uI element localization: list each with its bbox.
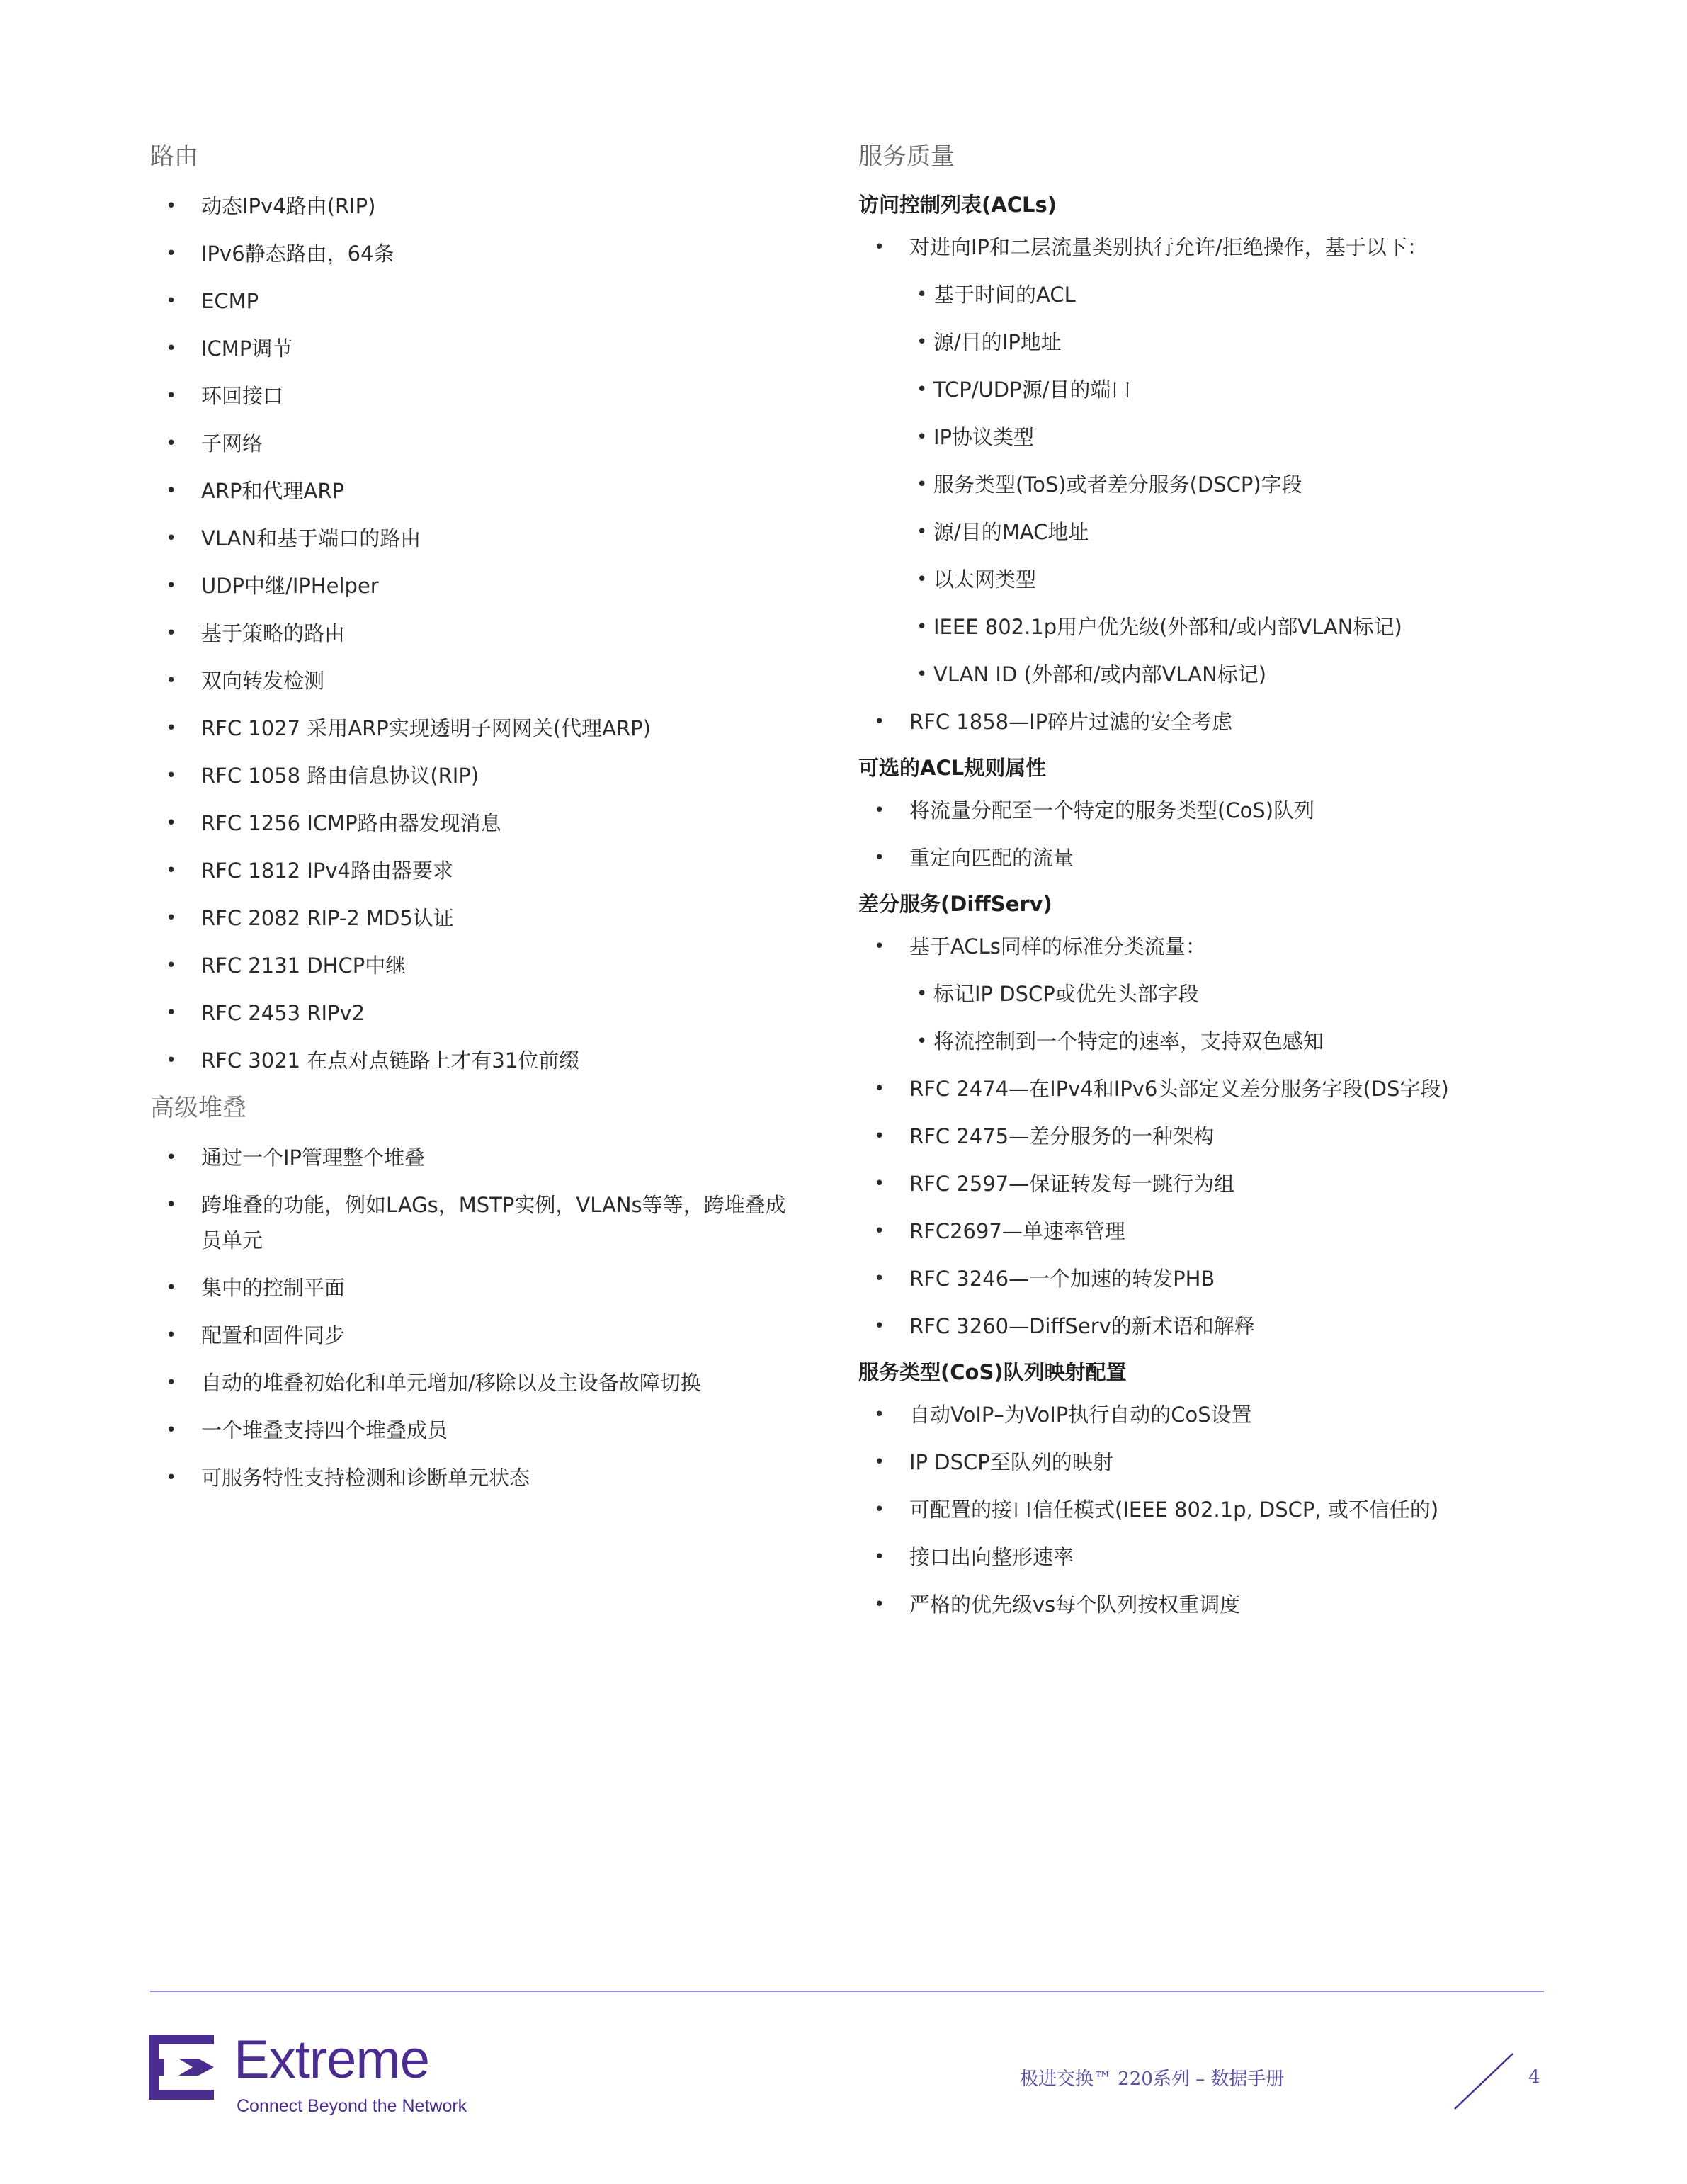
- sub-list-item: • 以太网类型: [858, 562, 1552, 597]
- acl-attrs-title: 可选的ACL规则属性: [858, 756, 1047, 780]
- list-item: • RFC 2082 RIP-2 MD5认证: [150, 900, 788, 936]
- bullet-icon: •: [166, 1050, 177, 1071]
- sub-list-item: • 将流控制到一个特定的速率，支持双色感知: [858, 1024, 1552, 1059]
- bullet-icon: •: [874, 1078, 885, 1099]
- bullet-icon: •: [874, 1404, 885, 1425]
- acl-list-2: [858, 704, 1552, 740]
- list-item: • RFC 3021 在点对点链路上才有31位前缀: [150, 1043, 788, 1078]
- diffserv-list: [858, 929, 1552, 964]
- list-item: • 将流量分配至一个特定的服务类型(CoS)队列: [858, 793, 1552, 828]
- sub-list-item: • 基于时间的ACL: [858, 277, 1552, 312]
- list-item: • 子网络: [150, 426, 788, 461]
- bullet-icon: •: [166, 243, 177, 264]
- list-item: • RFC2697—单速率管理: [858, 1213, 1552, 1249]
- acl-attrs-list: [858, 793, 1552, 876]
- bullet-icon: •: [166, 575, 177, 596]
- list-item: • UDP中继/IPHelper: [150, 568, 788, 604]
- sub-list-item: • TCP/UDP源/目的端口: [858, 372, 1552, 407]
- bullet-icon: •: [874, 800, 885, 821]
- bullet-icon: •: [166, 196, 177, 217]
- bullet-icon: •: [166, 433, 177, 454]
- bullet-icon: •: [916, 664, 928, 685]
- bullet-icon: •: [874, 711, 885, 732]
- bullet-icon: •: [166, 1194, 177, 1216]
- diffserv-sub-list: [858, 976, 1552, 1059]
- bullet-icon: •: [874, 1546, 885, 1568]
- bullet-icon: •: [916, 569, 928, 590]
- list-item: • RFC 1058 路由信息协议(RIP): [150, 758, 788, 793]
- right-column: [858, 139, 1552, 1634]
- list-item: • RFC 1027 采用ARP实现透明子网网关(代理ARP): [150, 711, 788, 746]
- bullet-icon: •: [166, 1372, 177, 1393]
- bullet-icon: •: [916, 332, 928, 353]
- bullet-icon: •: [874, 1126, 885, 1147]
- list-item: • RFC 2453 RIPv2: [150, 995, 788, 1031]
- bullet-icon: •: [166, 1467, 177, 1488]
- sub-list-item: • VLAN ID (外部和/或内部VLAN标记): [858, 657, 1552, 692]
- logo-wordmark: Extreme: [234, 2030, 429, 2090]
- list-item: • RFC 2474—在IPv4和IPv6头部定义差分服务字段(DS字段): [858, 1071, 1552, 1107]
- bullet-icon: •: [166, 1147, 177, 1168]
- bullet-icon: •: [916, 284, 928, 305]
- logo-tagline: Connect Beyond the Network: [237, 2096, 467, 2116]
- bullet-icon: •: [874, 1221, 885, 1242]
- list-item: • ECMP: [150, 283, 788, 319]
- bullet-icon: •: [874, 1268, 885, 1289]
- sub-list-item: • 源/目的MAC地址: [858, 514, 1552, 550]
- acl-title: 访问控制列表(ACLs): [858, 193, 1057, 217]
- list-item: • 对进向IP和二层流量类别执行允许/拒绝操作，基于以下：: [858, 230, 1552, 265]
- sub-list-item: • 标记IP DSCP或优先头部字段: [858, 976, 1552, 1012]
- list-item: • 可服务特性支持检测和诊断单元状态: [150, 1460, 788, 1495]
- bullet-icon: •: [916, 521, 928, 543]
- list-item: • VLAN和基于端口的路由: [150, 521, 788, 556]
- bullet-icon: •: [166, 385, 177, 407]
- diffserv-title: 差分服务(DiffServ): [858, 892, 1052, 916]
- list-item: • 接口出向整形速率: [858, 1539, 1552, 1575]
- bullet-icon: •: [874, 1316, 885, 1337]
- list-item: • ICMP调节: [150, 331, 788, 366]
- footer-rule: [150, 1991, 1544, 1992]
- bullet-icon: •: [166, 623, 177, 644]
- slash-divider-icon: [1452, 2051, 1516, 2112]
- list-item: • 集中的控制平面: [150, 1270, 788, 1306]
- bullet-icon: •: [166, 528, 177, 549]
- bullet-icon: •: [166, 955, 177, 976]
- stacking-title: 高级堆叠: [150, 1094, 246, 1122]
- list-item: • 动态IPv4路由(RIP): [150, 188, 788, 224]
- bullet-icon: •: [166, 670, 177, 691]
- bullet-icon: •: [874, 1452, 885, 1473]
- bullet-icon: •: [166, 480, 177, 502]
- cos-title: 服务类型(CoS)队列映射配置: [858, 1360, 1127, 1384]
- bullet-icon: •: [166, 1002, 177, 1024]
- bullet-icon: •: [916, 379, 928, 400]
- bullet-icon: •: [874, 1499, 885, 1520]
- list-item: • 跨堆叠的功能，例如LAGs，MSTP实例，VLANs等等，跨堆叠成员单元: [150, 1187, 796, 1258]
- list-item: • ARP和代理ARP: [150, 473, 788, 509]
- bullet-icon: •: [166, 765, 177, 786]
- list-item: • 自动的堆叠初始化和单元增加/移除以及主设备故障切换: [150, 1365, 788, 1401]
- extreme-logo-icon: [149, 2035, 214, 2100]
- bullet-icon: •: [916, 1031, 928, 1052]
- list-item: • 一个堆叠支持四个堆叠成员: [150, 1413, 788, 1448]
- sub-list-item: • 源/目的IP地址: [858, 324, 1552, 360]
- list-item: • 基于ACLs同样的标准分类流量：: [858, 929, 1552, 964]
- bullet-icon: •: [874, 936, 885, 957]
- list-item: • IPv6静态路由，64条: [150, 236, 788, 271]
- bullet-icon: •: [166, 290, 177, 312]
- bullet-icon: •: [916, 426, 928, 448]
- list-item: • 基于策略的路由: [150, 616, 788, 651]
- list-item: • RFC 3260—DiffServ的新术语和解释: [858, 1308, 1552, 1344]
- routing-list: [150, 188, 788, 1078]
- left-column: [150, 139, 788, 1507]
- bullet-icon: •: [166, 718, 177, 739]
- sub-list-item: • 服务类型(ToS)或者差分服务(DSCP)字段: [858, 467, 1552, 502]
- list-item: • 通过一个IP管理整个堆叠: [150, 1140, 788, 1175]
- list-item: • RFC 1812 IPv4路由器要求: [150, 853, 788, 888]
- bullet-icon: •: [916, 474, 928, 495]
- bullet-icon: •: [916, 616, 928, 638]
- diffserv-rfc-list: [858, 1071, 1552, 1344]
- bullet-icon: •: [874, 847, 885, 868]
- list-item: • RFC 2475—差分服务的一种架构: [858, 1119, 1552, 1154]
- bullet-icon: •: [874, 1594, 885, 1615]
- list-item: • 配置和固件同步: [150, 1318, 788, 1353]
- list-item: • 环回接口: [150, 378, 788, 414]
- bullet-icon: •: [166, 813, 177, 834]
- list-item: • RFC 1858—IP碎片过滤的安全考虑: [858, 704, 1552, 740]
- stacking-list: [150, 1140, 788, 1495]
- bullet-icon: •: [166, 1325, 177, 1346]
- footer-doc-title: 极进交换™ 220系列 – 数据手册: [1020, 2069, 1285, 2090]
- list-item: • RFC 3246—一个加速的转发PHB: [858, 1261, 1552, 1296]
- bullet-icon: •: [166, 907, 177, 929]
- list-item: • 重定向匹配的流量: [858, 840, 1552, 876]
- acl-list: [858, 230, 1552, 265]
- bullet-icon: •: [916, 983, 928, 1005]
- list-item: • 严格的优先级vs每个队列按权重调度: [858, 1587, 1552, 1622]
- list-item: • RFC 1256 ICMP路由器发现消息: [150, 805, 788, 841]
- list-item: • 双向转发检测: [150, 663, 788, 698]
- list-item: • 可配置的接口信任模式(IEEE 802.1p, DSCP, 或不信任的): [858, 1492, 1552, 1527]
- routing-title: 路由: [150, 142, 198, 171]
- acl-sub-list: [858, 277, 1552, 692]
- list-item: • RFC 2131 DHCP中继: [150, 948, 788, 983]
- sub-list-item: • IEEE 802.1p用户优先级(外部和/或内部VLAN标记): [858, 609, 1552, 645]
- list-item: • IP DSCP至队列的映射: [858, 1444, 1552, 1480]
- cos-list: [858, 1397, 1552, 1622]
- list-item: • 自动VoIP–为VoIP执行自动的CoS设置: [858, 1397, 1552, 1432]
- bullet-icon: •: [874, 237, 885, 258]
- sub-list-item: • IP协议类型: [858, 419, 1552, 455]
- list-item: • RFC 2597—保证转发每一跳行为组: [858, 1166, 1552, 1201]
- bullet-icon: •: [874, 1173, 885, 1194]
- qos-title: 服务质量: [858, 142, 955, 171]
- bullet-icon: •: [166, 1420, 177, 1441]
- page-number: 4: [1528, 2066, 1540, 2088]
- bullet-icon: •: [166, 338, 177, 359]
- bullet-icon: •: [166, 860, 177, 881]
- bullet-icon: •: [166, 1277, 177, 1298]
